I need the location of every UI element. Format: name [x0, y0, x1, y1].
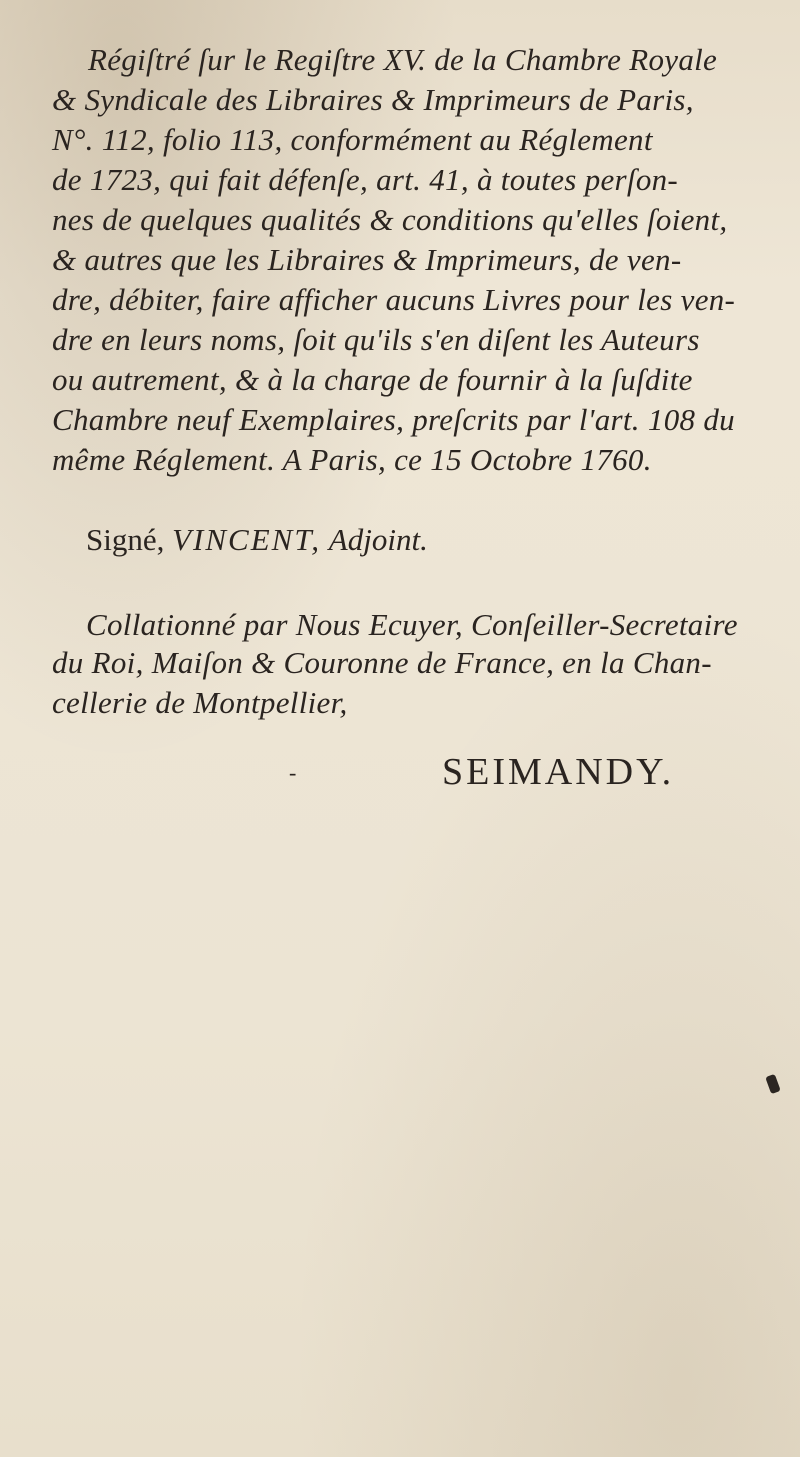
signer-role: Adjoint.: [328, 522, 428, 557]
collation-line-2: du Roi, Maiſon & Couronne de France, en la Chan-: [52, 645, 712, 680]
registration-line-10: Chambre neuf Exemplaires, preſcrits par l'art. 108 du: [52, 402, 735, 437]
registration-line-6: & autres que les Libraires & Imprimeurs, de ven-: [52, 242, 682, 277]
signer-name: VINCENT,: [172, 522, 322, 557]
registration-line-5: nes de quelques qualités & conditions qu'elles ſoient,: [52, 202, 728, 237]
registration-line-2: & Syndicale des Libraires & Imprimeurs de Paris,: [52, 82, 694, 117]
collation-line-1: Collationné par Nous Ecuyer, Conſeiller-Secretaire: [86, 607, 738, 642]
signed-word: Signé,: [86, 522, 165, 557]
final-signature: SEIMANDY.: [442, 751, 675, 793]
registration-line-3: N°. 112, folio 113, conformément au Réglement: [52, 122, 653, 157]
registration-line-9: ou autrement, & à la charge de fournir à la ſuſdite: [52, 362, 693, 397]
ink-mark: [765, 1074, 781, 1094]
registration-line-11: même Réglement. A Paris, ce 15 Octobre 1760.: [52, 442, 652, 477]
registration-line-1: Régiſtré ſur le Regiſtre XV. de la Chambre Royale: [88, 42, 718, 77]
registration-line-8: dre en leurs noms, ſoit qu'ils s'en diſent les Auteurs: [52, 322, 700, 357]
collation-line-3: cellerie de Montpellier,: [52, 685, 348, 720]
registration-line-4: de 1723, qui fait défenſe, art. 41, à toutes perſon-: [52, 162, 679, 197]
signed-line: [86, 522, 428, 558]
registration-line-7: dre, débiter, faire afficher aucuns Livres pour les ven-: [52, 282, 736, 317]
dash-mark: -: [289, 760, 297, 785]
